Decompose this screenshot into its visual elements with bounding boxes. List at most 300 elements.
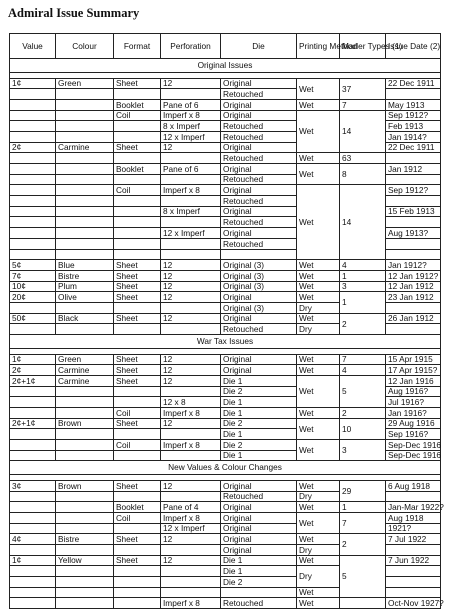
table-cell (56, 174, 114, 185)
table-cell: Wet (297, 587, 340, 598)
table-cell: 5 (340, 555, 386, 598)
table-cell (114, 545, 161, 556)
table-cell (56, 164, 114, 175)
table-cell (56, 185, 114, 196)
table-cell: 4¢ (10, 534, 56, 545)
table-cell: Wet (297, 440, 340, 461)
table-cell: Original (221, 110, 297, 121)
document-title: Admiral Issue Summary (8, 6, 140, 20)
table-cell: Coil (114, 185, 161, 196)
table-cell: Original (221, 523, 297, 534)
table-cell (10, 99, 56, 110)
table-cell: Wet (297, 502, 340, 513)
table-cell: Blue (56, 260, 114, 271)
table-cell: Bistre (56, 270, 114, 281)
table-row (10, 407, 441, 418)
table-cell: Sheet (114, 281, 161, 292)
table-cell (10, 185, 56, 196)
table-cell (10, 491, 56, 502)
section-heading-row (10, 59, 441, 73)
table-cell: Pane of 4 (161, 502, 221, 513)
table-cell: 29 Aug 1916 (386, 418, 441, 429)
table-cell: Pane of 6 (161, 99, 221, 110)
table-cell: Dry (297, 566, 340, 587)
table-cell (10, 523, 56, 534)
table-cell: Die 1 (221, 407, 297, 418)
table-cell (161, 577, 221, 588)
table-cell: Original (221, 142, 297, 153)
table-cell: Sheet (114, 534, 161, 545)
table-cell: 12 x Imperf (161, 523, 221, 534)
table-cell: 12 x Imperf (161, 228, 221, 239)
table-cell: 7 (340, 512, 386, 533)
table-cell: Dry (297, 324, 340, 335)
table-cell: Feb 1913 (386, 121, 441, 132)
table-cell (386, 302, 441, 313)
table-cell: Die 2 (221, 386, 297, 397)
table-cell: 14 (340, 110, 386, 153)
table-cell (56, 397, 114, 408)
table-cell (386, 577, 441, 588)
table-cell (56, 407, 114, 418)
table-cell: Wet (297, 598, 340, 609)
table-cell: May 1913 (386, 99, 441, 110)
table-cell (10, 324, 56, 335)
section-heading: Original Issues (10, 59, 441, 73)
table-cell (10, 512, 56, 523)
table-cell: Original (221, 164, 297, 175)
table-cell: 14 (340, 185, 386, 260)
table-cell: Sheet (114, 375, 161, 386)
table-cell (56, 440, 114, 451)
table-cell: Imperf x 8 (161, 185, 221, 196)
table-cell (10, 302, 56, 313)
table-cell: Yellow (56, 555, 114, 566)
table-cell (10, 89, 56, 100)
table-cell: Coil (114, 440, 161, 451)
table-cell (56, 545, 114, 556)
table-cell (386, 491, 441, 502)
table-cell (114, 153, 161, 164)
table-cell: 12 (161, 78, 221, 89)
table-cell: 26 Jan 1912 (386, 313, 441, 324)
table-cell: 2¢ (10, 142, 56, 153)
table-cell: Coil (114, 407, 161, 418)
table-cell: Die 1 (221, 429, 297, 440)
table-cell (161, 386, 221, 397)
table-cell: Die 1 (221, 450, 297, 461)
table-cell: Sep 1916? (386, 429, 441, 440)
table-cell: 1 (340, 502, 386, 513)
header-die: Die (221, 34, 297, 59)
table-cell: Sheet (114, 292, 161, 303)
table-cell (161, 491, 221, 502)
table-cell: Wet (297, 260, 340, 271)
table-cell: 23 Jan 1912 (386, 292, 441, 303)
table-cell (56, 238, 114, 249)
section-heading: War Tax Issues (10, 335, 441, 349)
table-cell: Green (56, 354, 114, 365)
table-cell: Original (3) (221, 281, 297, 292)
section-heading: New Values & Colour Changes (10, 461, 441, 475)
table-cell (221, 587, 297, 598)
table-cell: Oct-Nov 1927? (386, 598, 441, 609)
table-cell (161, 587, 221, 598)
table-cell (10, 174, 56, 185)
table-cell: Wet (297, 512, 340, 533)
table-row (10, 354, 441, 365)
table-cell: 22 Dec 1911 (386, 78, 441, 89)
table-cell (161, 238, 221, 249)
table-cell (56, 523, 114, 534)
table-cell (386, 174, 441, 185)
table-cell: 2¢+1¢ (10, 418, 56, 429)
table-cell: Sheet (114, 480, 161, 491)
table-cell: Original (221, 480, 297, 491)
table-cell (114, 89, 161, 100)
table-cell: Die 2 (221, 577, 297, 588)
table-cell (386, 238, 441, 249)
table-body (10, 59, 444, 609)
table-cell (161, 249, 221, 260)
table-cell: Original (3) (221, 302, 297, 313)
table-cell: Original (221, 206, 297, 217)
table-cell (56, 302, 114, 313)
table-cell (56, 598, 114, 609)
table-cell: Die 1 (221, 566, 297, 577)
table-cell (114, 302, 161, 313)
table-cell (10, 598, 56, 609)
table-cell (10, 502, 56, 513)
table-cell (56, 153, 114, 164)
table-cell (114, 217, 161, 228)
table-cell (56, 577, 114, 588)
table-cell: Booklet (114, 99, 161, 110)
table-row (10, 153, 441, 164)
table-cell: Retouched (221, 598, 297, 609)
table-cell: Wet (297, 534, 340, 545)
table-cell: Die 2 (221, 440, 297, 451)
table-cell: Sheet (114, 418, 161, 429)
table-cell (114, 249, 161, 260)
table-cell: 12 (161, 313, 221, 324)
table-cell (161, 566, 221, 577)
table-cell (10, 566, 56, 577)
table-row (10, 502, 441, 513)
table-cell: Sheet (114, 354, 161, 365)
table-cell: Original (3) (221, 270, 297, 281)
table-cell: Jan 1912? (386, 260, 441, 271)
table-row (10, 534, 441, 545)
table-row (10, 440, 441, 451)
table-cell (221, 249, 297, 260)
table-cell (10, 587, 56, 598)
table-cell: Brown (56, 418, 114, 429)
table-cell (56, 566, 114, 577)
table-cell: 12 Jan 1912? (386, 270, 441, 281)
table-cell (386, 153, 441, 164)
table-cell: 6 Aug 1918 (386, 480, 441, 491)
table-cell: Sep 1912? (386, 185, 441, 196)
table-cell (161, 217, 221, 228)
table-row (10, 375, 441, 386)
table-cell: Wet (297, 418, 340, 439)
table-cell: 12 (161, 292, 221, 303)
table-cell (10, 386, 56, 397)
table-row (10, 598, 441, 609)
table-cell (10, 110, 56, 121)
table-cell (10, 249, 56, 260)
table-cell: Carmine (56, 142, 114, 153)
table-cell (386, 196, 441, 207)
table-cell: Wet (297, 281, 340, 292)
table-cell: Wet (297, 153, 340, 164)
table-row (10, 555, 441, 566)
header-issue-date: Issue Date (2) (386, 34, 441, 59)
table-cell (114, 121, 161, 132)
table-cell (386, 587, 441, 598)
table-cell (56, 99, 114, 110)
table-cell: 17 Apr 1915? (386, 365, 441, 376)
table-cell: Aug 1916? (386, 386, 441, 397)
table-cell (56, 89, 114, 100)
table-cell: 2¢+1¢ (10, 375, 56, 386)
table-cell (161, 450, 221, 461)
table-cell: Sep-Dec 1916 (386, 450, 441, 461)
table-cell: 2 (340, 407, 386, 418)
table-cell: 1921? (386, 523, 441, 534)
table-cell (114, 587, 161, 598)
table-cell (56, 228, 114, 239)
table-cell: 12 (161, 365, 221, 376)
table-cell: Wet (297, 292, 340, 303)
table-cell: Wet (297, 480, 340, 491)
table-row (10, 260, 441, 271)
table-cell: 12 (161, 375, 221, 386)
table-cell: 10 (340, 418, 386, 439)
table-cell: Die 1 (221, 397, 297, 408)
table-cell (56, 512, 114, 523)
table-cell: 12 Jan 1916 (386, 375, 441, 386)
table-cell: Original (221, 292, 297, 303)
table-row (10, 110, 441, 121)
table-cell: Wet (297, 110, 340, 153)
table-cell: 12 (161, 418, 221, 429)
header-value: Value (10, 34, 56, 59)
table-cell: Retouched (221, 196, 297, 207)
table-cell (114, 523, 161, 534)
table-cell (10, 238, 56, 249)
table-cell: Die 2 (221, 418, 297, 429)
table-cell (161, 324, 221, 335)
table-cell: Original (221, 545, 297, 556)
table-cell: 15 Feb 1913 (386, 206, 441, 217)
table-cell (340, 598, 386, 609)
header-format: Format (114, 34, 161, 59)
table-cell: 1¢ (10, 354, 56, 365)
table-cell (56, 324, 114, 335)
table-cell (114, 386, 161, 397)
table-cell: Jan 1916? (386, 407, 441, 418)
table-cell (161, 153, 221, 164)
table-cell: Wet (297, 185, 340, 260)
table-cell: Die 1 (221, 555, 297, 566)
table-cell (56, 587, 114, 598)
table-cell: 12 (161, 281, 221, 292)
table-cell: Dry (297, 491, 340, 502)
table-cell: 8 x Imperf (161, 206, 221, 217)
table-cell: Sheet (114, 270, 161, 281)
table-cell: Carmine (56, 375, 114, 386)
table-cell (114, 206, 161, 217)
table-cell: Plum (56, 281, 114, 292)
table-cell: Wet (297, 365, 340, 376)
table-cell: Retouched (221, 217, 297, 228)
table-cell: 7 (340, 99, 386, 110)
table-cell: Black (56, 313, 114, 324)
table-cell: Bistre (56, 534, 114, 545)
table-cell: Sep 1912? (386, 110, 441, 121)
table-cell: 7 Jun 1922 (386, 555, 441, 566)
table-cell (10, 196, 56, 207)
table-cell: Sheet (114, 260, 161, 271)
table-cell: Imperf x 8 (161, 440, 221, 451)
table-cell: Pane of 6 (161, 164, 221, 175)
table-cell: Wet (297, 78, 340, 99)
table-cell: 1 (340, 292, 386, 313)
table-cell: Sheet (114, 78, 161, 89)
table-cell (10, 450, 56, 461)
table-cell (114, 238, 161, 249)
table-cell: 12 x 8 (161, 397, 221, 408)
table-cell (114, 196, 161, 207)
table-cell: Original (221, 534, 297, 545)
table-cell: 12 (161, 260, 221, 271)
table-cell (56, 206, 114, 217)
table-cell: Jul 1916? (386, 397, 441, 408)
table-cell: 37 (340, 78, 386, 99)
table-row (10, 270, 441, 281)
table-cell: Original (221, 512, 297, 523)
table-cell: 4 (340, 365, 386, 376)
table-cell: Original (221, 78, 297, 89)
table-cell: Imperf x 8 (161, 512, 221, 523)
table-cell: Green (56, 78, 114, 89)
table-cell: Sheet (114, 142, 161, 153)
table-cell (56, 217, 114, 228)
table-cell: Retouched (221, 491, 297, 502)
table-cell (161, 545, 221, 556)
table-cell: Retouched (221, 153, 297, 164)
table-cell (114, 397, 161, 408)
header-perforation: Perforation (161, 34, 221, 59)
table-cell (10, 397, 56, 408)
table-row (10, 313, 441, 324)
table-cell: Original (221, 354, 297, 365)
table-cell (386, 89, 441, 100)
table-cell: 63 (340, 153, 386, 164)
table-cell: 5 (340, 375, 386, 407)
table-cell: Wet (297, 354, 340, 365)
table-cell: 3¢ (10, 480, 56, 491)
table-cell: Wet (297, 407, 340, 418)
table-cell (10, 164, 56, 175)
table-cell: Original (221, 99, 297, 110)
table-cell: Wet (297, 164, 340, 185)
table-cell: Retouched (221, 174, 297, 185)
table-cell (386, 545, 441, 556)
table-cell (56, 249, 114, 260)
table-cell: 2 (340, 534, 386, 555)
table-row (10, 292, 441, 303)
table-cell: Aug 1913? (386, 228, 441, 239)
table-cell: 12 Jan 1912 (386, 281, 441, 292)
table-cell (114, 429, 161, 440)
table-row (10, 365, 441, 376)
table-cell (10, 217, 56, 228)
table-cell (10, 545, 56, 556)
table-cell (10, 407, 56, 418)
table-cell (114, 131, 161, 142)
table-cell: Coil (114, 110, 161, 121)
table-cell: Wet (297, 555, 340, 566)
table-cell (114, 228, 161, 239)
table-cell: Imperf x 8 (161, 110, 221, 121)
table-cell: 20¢ (10, 292, 56, 303)
table-cell: Brown (56, 480, 114, 491)
table-cell (114, 174, 161, 185)
header-marler-types: Marler Types (1) (340, 34, 386, 59)
table-cell: Olive (56, 292, 114, 303)
table-row (10, 164, 441, 175)
table-cell: 12 (161, 354, 221, 365)
table-cell: Sep-Dec 1916 (386, 440, 441, 451)
table-cell: Coil (114, 512, 161, 523)
table-cell: 2¢ (10, 365, 56, 376)
table-cell (114, 598, 161, 609)
table-cell: 12 (161, 142, 221, 153)
table-cell (161, 174, 221, 185)
table-cell: Dry (297, 302, 340, 313)
admiral-issue-table (9, 33, 444, 609)
table-cell: Sheet (114, 555, 161, 566)
table-cell: Original (221, 313, 297, 324)
table-cell: Original (221, 185, 297, 196)
table-cell (56, 429, 114, 440)
section-heading-row (10, 335, 441, 349)
table-cell: Booklet (114, 164, 161, 175)
table-cell: 12 (161, 534, 221, 545)
table-cell: 12 (161, 555, 221, 566)
table-cell (386, 324, 441, 335)
table-cell: Wet (297, 313, 340, 324)
table-cell: 50¢ (10, 313, 56, 324)
table-row (10, 99, 441, 110)
table-cell: 1 (340, 270, 386, 281)
table-cell: Original (3) (221, 260, 297, 271)
table-cell (114, 566, 161, 577)
table-cell (386, 217, 441, 228)
table-cell (56, 121, 114, 132)
table-cell: Dry (297, 545, 340, 556)
table-cell: Sheet (114, 365, 161, 376)
table-row (10, 185, 441, 196)
table-cell: 8 (340, 164, 386, 185)
table-cell: 8 x Imperf (161, 121, 221, 132)
table-cell (56, 131, 114, 142)
table-cell: Jan 1912 (386, 164, 441, 175)
table-cell: 7 (340, 354, 386, 365)
